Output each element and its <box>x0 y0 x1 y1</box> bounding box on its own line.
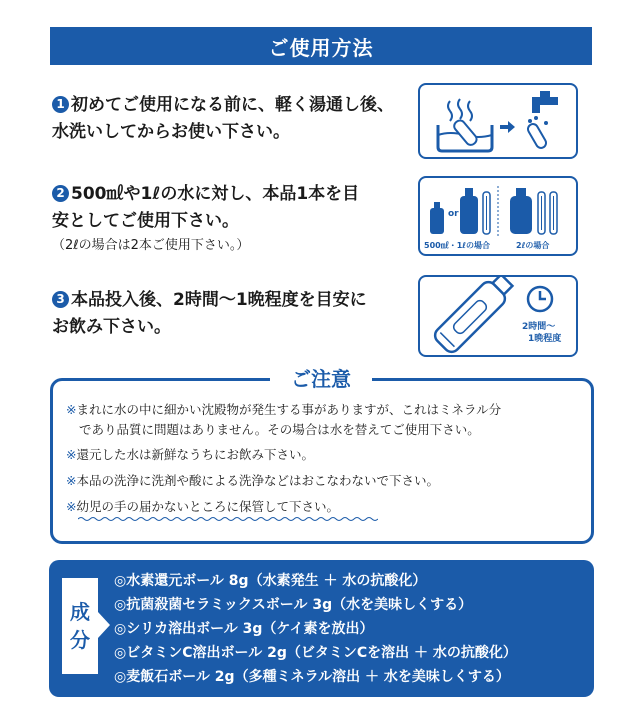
step3-illustration <box>418 275 578 357</box>
ingredient-item: ◎シリカ溶出ボール 3g（ケイ素を放出） <box>114 621 374 637</box>
page-title: ご使用方法 <box>50 27 592 65</box>
caution-text: 幼児の手の届かないところに保管して下さい。 <box>76 499 339 514</box>
caution-text-line1: まれに水の中に細かい沈殿物が発生する事がありますが、これはミネラル分 <box>76 402 502 417</box>
step1-illustration <box>418 83 578 159</box>
ingredient-item: ◎麦飯石ボール 2g（多種ミネラル溶出 ＋ 水を美味しくする） <box>114 669 510 685</box>
caution-mark: ※ <box>66 499 77 514</box>
caution-item <box>66 497 339 517</box>
caution-title: ご注意 <box>270 364 372 394</box>
bottles-icon <box>420 178 576 254</box>
bottle-clock-icon <box>420 277 576 355</box>
caution-mark: ※ <box>66 447 77 462</box>
step-text-line1: 初めてご使用になる前に、軽く湯通し後、 <box>71 95 394 115</box>
step-text-line2: お飲み下さい。 <box>52 317 171 337</box>
step-text-line2: 水洗いしてからお使い下さい。 <box>52 122 290 142</box>
caution-mark: ※ <box>66 473 77 488</box>
caption-line1: 2時間〜 <box>522 322 556 332</box>
step2-illustration <box>418 176 578 256</box>
caption-right: 2ℓの場合 <box>516 241 550 250</box>
caution-text-line2: であり品質に問題はありません。その場合は水を替えてご使用下さい。 <box>79 422 480 437</box>
caution-item <box>66 471 439 491</box>
step-1 <box>52 92 394 146</box>
caution-item <box>66 445 314 465</box>
or-label: or <box>448 209 459 219</box>
caution-mark: ※ <box>66 402 77 417</box>
caution-item <box>66 400 501 440</box>
wavy-underline <box>78 516 378 522</box>
ingredient-item: ◎抗菌殺菌セラミックスボール 3g（水を美味しくする） <box>114 597 473 613</box>
ingredients-label <box>62 578 98 674</box>
step-note: （2ℓの場合は2本ご使用下さい。） <box>52 238 250 253</box>
caption-line2: 1晩程度 <box>528 334 562 344</box>
ingredient-item: ◎ビタミンC溶出ボール 2g（ビタミンCを溶出 ＋ 水の抗酸化） <box>114 645 517 661</box>
step-number: 2 <box>52 185 69 202</box>
step-2 <box>52 181 359 257</box>
ingredients-arrow <box>98 612 110 638</box>
step-3 <box>52 287 367 341</box>
step-number: 1 <box>52 96 69 113</box>
ingredients-label-bottom: 分 <box>70 628 90 652</box>
step-text-line1: 本品投入後、2時間〜1晩程度を目安に <box>71 290 367 310</box>
ingredients-label-top: 成 <box>70 600 90 624</box>
caution-text: 還元した水は新鮮なうちにお飲み下さい。 <box>76 447 314 462</box>
hot-water-then-faucet-icon <box>420 85 576 157</box>
ingredient-item: ◎水素還元ボール 8g（水素発生 ＋ 水の抗酸化） <box>114 573 427 589</box>
caution-text: 本品の洗浄に洗剤や酸による洗浄などはおこなわないで下さい。 <box>76 473 439 488</box>
caption-left: 500㎖・1ℓの場合 <box>424 241 491 250</box>
step-text-line2: 安としてご使用下さい。 <box>52 211 239 231</box>
step-text-line1: 500㎖や1ℓの水に対し、本品1本を目 <box>71 184 360 204</box>
step-number: 3 <box>52 291 69 308</box>
